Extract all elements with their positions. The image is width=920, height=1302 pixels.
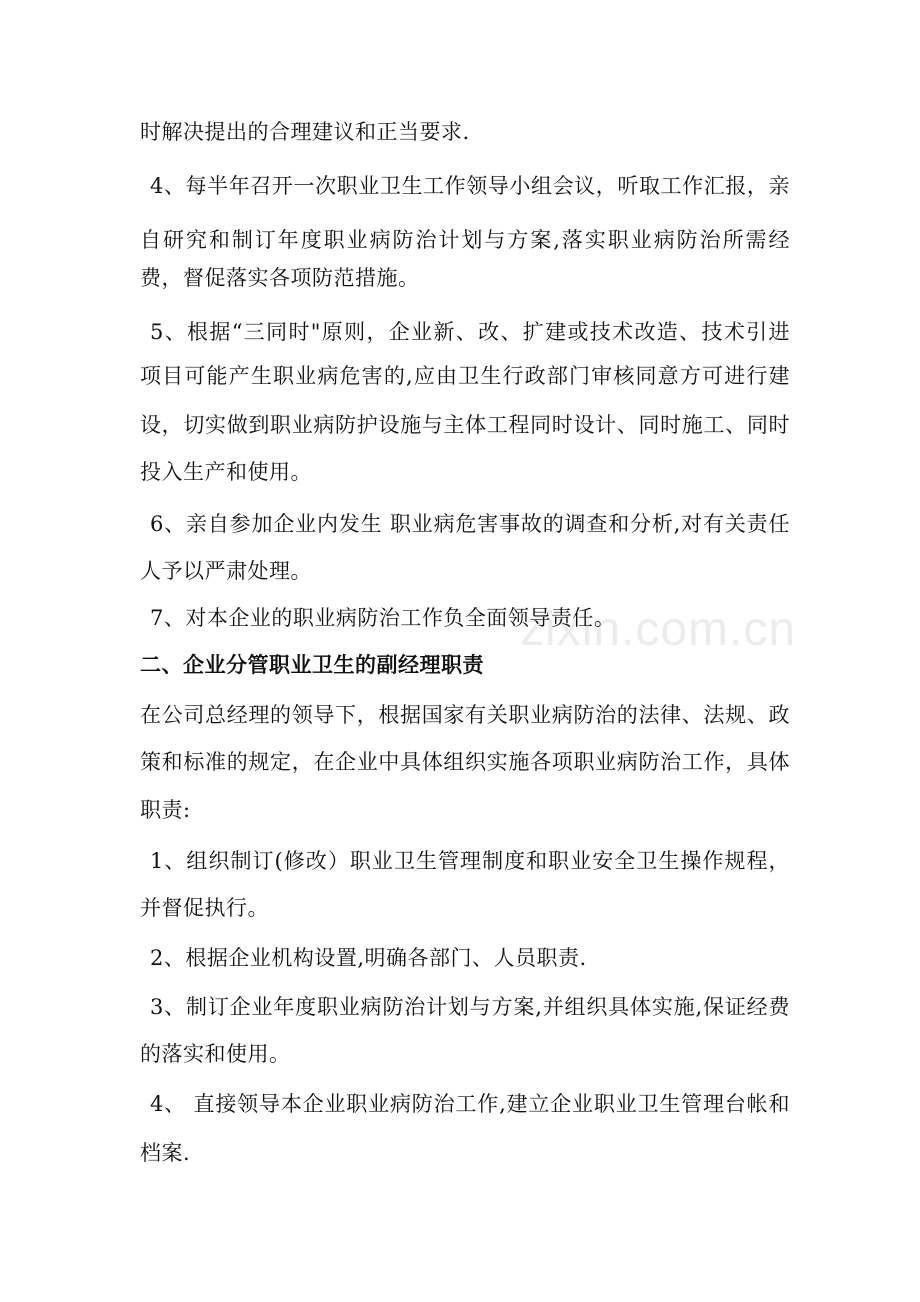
text-line-6: 项目可能产生职业病危害的,应由卫生行政部门审核同意方可进行建 <box>140 364 790 388</box>
text-line-2: 4、每半年召开一次职业卫生工作领导小组会议，听取工作汇报，亲 <box>150 174 790 198</box>
text-line-11: 7、对本企业的职业病防治工作负全面领导责任。 <box>150 606 616 630</box>
text-line-18: 2、根据企业机构设置,明确各部门、人员职责. <box>150 946 587 970</box>
text-line-13: 在公司总经理的领导下，根据国家有关职业病防治的法律、法规、政 <box>140 703 790 727</box>
text-line-20: 的落实和使用。 <box>140 1042 291 1066</box>
text-line-5: 5、根据“三同时"原则，企业新、改、扩建或技术改造、技术引进 <box>150 320 790 344</box>
text-line-15: 职责: <box>140 798 191 822</box>
section-heading: 二、企业分管职业卫生的副经理职责 <box>140 653 484 677</box>
text-line-16: 1、组织制订(修改）职业卫生管理制度和职业安全卫生操作规程， <box>150 849 790 873</box>
text-line-22: 档案. <box>140 1141 191 1165</box>
text-line-17: 并督促执行。 <box>140 896 269 920</box>
text-line-4: 费，督促落实各项防范措施。 <box>140 266 420 290</box>
text-line-21: 4、 直接领导本企业职业病防治工作,建立企业职业卫生管理台帐和 <box>150 1092 790 1116</box>
site-watermark: zixin.com.cn <box>520 603 797 656</box>
text-line-10: 人予以严肃处理。 <box>140 559 312 583</box>
text-line-19: 3、制订企业年度职业病防治计划与方案,并组织具体实施,保证经费 <box>150 995 790 1019</box>
text-line-7: 设，切实做到职业病防护设施与主体工程同时设计、同时施工、同时 <box>140 413 790 437</box>
text-line-8: 投入生产和使用。 <box>140 460 312 484</box>
text-line-14: 策和标准的规定，在企业中具体组织实施各项职业病防治工作，具体 <box>140 750 790 774</box>
text-line-1: 时解决提出的合理建议和正当要求. <box>140 120 470 144</box>
text-line-3: 自研究和制订年度职业病防治计划与方案,落实职业病防治所需经 <box>140 228 790 252</box>
text-line-9: 6、亲自参加企业内发生 职业病危害事故的调查和分析,对有关责任 <box>150 512 790 536</box>
